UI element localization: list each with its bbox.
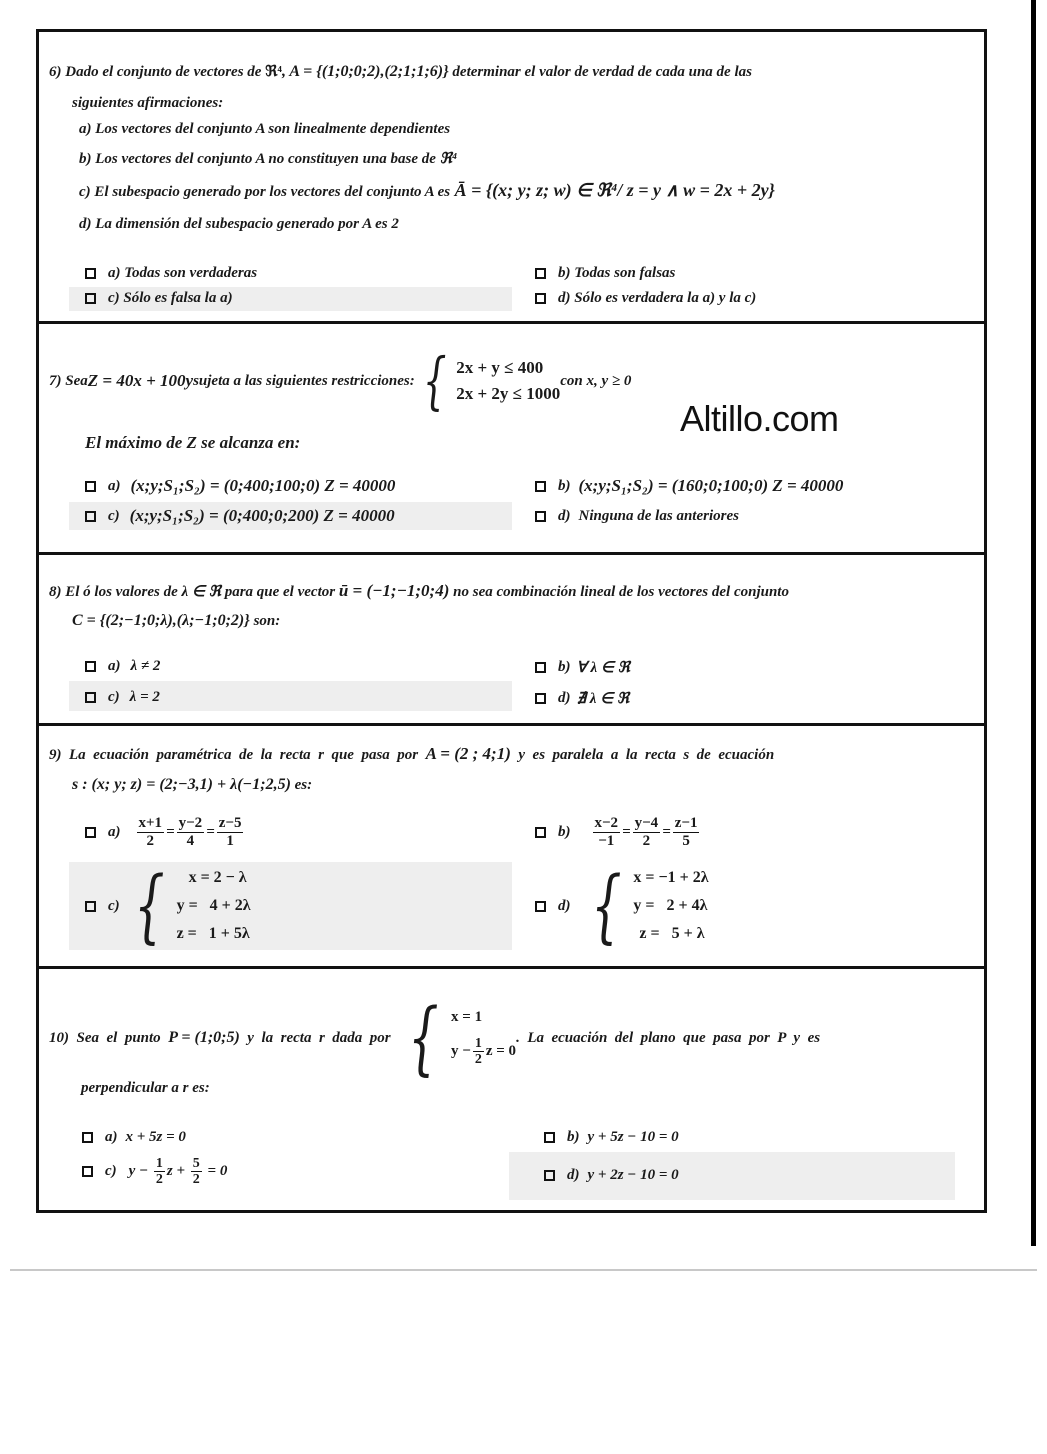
system-line: z = 1 + 5λ [176,925,250,942]
q8-option-b-letter: b) [558,659,571,675]
checkbox-icon[interactable] [85,901,96,912]
frac-den: −1 [598,832,615,849]
q9-option-c-letter: c) [108,897,120,914]
frac-den: 5 [682,832,690,849]
q10-prompt [49,991,821,1084]
q9-point-a: A = (2 ; 4;1) [425,744,511,763]
q6-option-b-label: b) Todas son falsas [558,265,676,281]
section-divider [39,966,984,969]
q7-constraint-2: 2x + 2y ≤ 1000 [456,384,561,403]
q10-option-a-letter: a) [105,1129,118,1145]
q7-constraints [415,344,561,417]
frac-den: 2 [155,1172,163,1188]
brace-icon: { [590,859,622,952]
q7-option-b-letter: b) [558,477,571,494]
exam-sheet [36,29,987,1213]
q10-option-a[interactable] [82,1129,186,1146]
q10-prompt-line2: perpendicular a r es: [81,1080,210,1096]
frac-den: 4 [186,832,195,849]
q9-prompt-line2 [72,776,312,794]
brace-icon: { [422,344,447,417]
checkbox-icon[interactable] [535,511,546,522]
checkbox-icon[interactable] [85,268,96,279]
q7-prompt-end: con x, y ≥ 0 [560,372,632,389]
q6-option-c[interactable] [85,290,233,307]
checkbox-icon[interactable] [535,481,546,492]
checkbox-icon[interactable] [535,662,546,673]
section-divider [39,723,984,726]
q9-option-d[interactable] [535,859,709,952]
q6-option-a-label: a) Todas son verdaderas [108,265,258,281]
system-line: x = 1 [451,1009,483,1026]
q6-option-c-label: c) Sólo es falsa la a) [108,290,233,306]
q9-prompt [49,744,774,764]
q6-space: ℜ⁴ [265,64,282,80]
q7-prompt-mid: sujeta a las siguientes restricciones: [193,372,415,389]
section-divider [39,321,984,324]
q7-option-b-value: (x;y;S₁;S₂) = (160;0;100;0) Z = 40000 [578,476,844,495]
system-line [451,1036,516,1068]
q10-option-a-value: x + 5z = 0 [125,1129,186,1145]
q10-option-c-pre: y − [128,1163,152,1180]
q6-statement-d: d) La dimensión del subespacio generado por A es 2 [79,216,399,232]
checkbox-icon[interactable] [85,481,96,492]
q8-option-b[interactable] [535,658,630,677]
q10-option-b-value: y + 5z − 10 = 0 [587,1129,679,1145]
q9-option-a[interactable]: a) $\frac{x+1}{2}$ = $\frac{y-2}{4}$ = $\frac{z-5}{1}$ [85,815,245,849]
q7-option-d[interactable] [535,508,739,525]
checkbox-icon[interactable] [85,692,96,703]
q6-prompt-end: determinar el valor de verdad de cada una de las [448,64,752,80]
q6-statement-a: a) Los vectores del conjunto A son linealmente dependientes [79,121,451,137]
q7-constraint-1: 2x + y ≤ 400 [456,357,544,377]
q7-option-b[interactable] [535,476,843,496]
q6-prompt-text: 6) Dado el conjunto de vectores de [49,64,266,80]
q8-vector-u: ū = (−1;−1;0;4) [338,581,450,600]
q8-prompt-text: 8) El ó los valores de [49,584,182,600]
q8-option-d-value: ∄ λ ∈ ℜ [576,691,630,707]
q8-option-c-letter: c) [108,689,120,705]
q6-option-b[interactable] [535,265,675,282]
system-line-pre: y − [451,1043,471,1059]
q8-lambda: λ ∈ ℜ [181,584,221,600]
checkbox-icon[interactable] [544,1132,555,1143]
checkbox-icon[interactable] [85,293,96,304]
bottom-divider [10,1269,1037,1271]
q6-option-d[interactable] [535,290,756,307]
page-edge-bar [1031,0,1036,1246]
q9-option-c-system [124,859,251,952]
q8-prompt-mid: para que el vector [220,584,339,600]
checkbox-icon[interactable] [535,293,546,304]
frac-num: x+1 [138,815,163,831]
q6-statement-c [79,180,775,201]
q9-option-c[interactable] [85,859,251,952]
q8-option-a-letter: a) [108,658,121,674]
q10-option-b[interactable] [544,1129,679,1146]
q8-option-b-value: ∀ λ ∈ ℜ [576,660,630,676]
checkbox-icon[interactable] [535,901,546,912]
q6-statement-c-text: c) El subespacio generado por los vectores del conjunto A es [79,184,451,200]
system-line: x = −1 + 2λ [633,869,709,886]
q8-prompt-son: son: [249,613,281,629]
system-line: y = 4 + 2λ [176,897,251,914]
frac-den: 2 [642,832,651,849]
system-line: y = 2 + 4λ [633,897,708,914]
q7-option-a-value: (x;y;S₁;S₂) = (0;400;100;0) Z = 40000 [130,476,396,495]
checkbox-icon[interactable] [82,1132,93,1143]
q6-statement-c-math: Ā = {(x; y; z; w) ∈ ℜ⁴/ z = y ∧ w = 2x + 2y} [450,180,775,200]
q10-option-c-letter: c) [105,1163,117,1180]
q10-option-d[interactable] [544,1167,679,1184]
q9-option-b[interactable]: b) $\frac{x-2}{-1}$ = $\frac{y-4}{2}$ = $\frac{z-1}{5}$ [535,815,701,849]
q10-option-c[interactable] [82,1156,227,1188]
q8-set-c: C = {(2;−1;0;λ),(λ;−1;0;2)} [72,612,250,629]
frac-num: y−2 [178,815,203,831]
system-line: z = 5 + λ [639,925,705,942]
q6-prompt [49,62,752,81]
system-line-post: z = 0 [485,1043,517,1059]
q7-prompt-text: 7) Sea [49,372,88,389]
q10-option-b-letter: b) [567,1129,580,1145]
watermark: Altillo.com [680,398,839,439]
q9-option-d-system [581,859,709,952]
frac-den: 2 [146,832,155,849]
q8-option-c-value: λ = 2 [129,689,160,705]
q8-prompt [49,581,789,601]
q7-option-c-letter: c) [108,507,120,524]
frac-num: 1 [155,1156,163,1171]
q10-prompt-text: 10) Sea el punto [49,1029,169,1046]
frac-num: 1 [474,1035,482,1051]
q7-option-d-value: Ninguna de las anteriores [578,508,739,524]
q10-point-p: P = (1;0;5) [168,1029,240,1046]
frac-num: x−2 [594,815,619,831]
section-divider [39,552,984,555]
q9-option-a-letter: a) [108,823,121,840]
brace-icon: { [133,859,165,952]
q8-option-c[interactable] [85,689,160,706]
q10-option-d-letter: d) [567,1167,580,1183]
q7-option-d-letter: d) [558,508,571,524]
q9-line-s: s : (x; y; z) = (2;−3,1) + λ(−1;2,5) [72,776,291,793]
q8-option-d[interactable] [535,689,629,708]
checkbox-icon[interactable] [82,1166,93,1177]
q6-statement-b: b) Los vectores del conjunto A no constituyen una base de ℜ⁴ [79,151,458,167]
frac-num: z−5 [218,815,242,831]
q10-prompt-mid: y la recta r dada por [239,1029,399,1046]
frac-den: 2 [474,1052,482,1068]
system-line: x = 2 − λ [188,869,247,886]
brace-icon: { [408,991,439,1084]
q9-prompt-es: es: [290,777,313,793]
q10-option-c-mid: z + [166,1163,189,1180]
q7-objective: Z = 40x + 100y [87,371,194,390]
q7-option-a[interactable] [85,476,395,496]
q7-option-a-letter: a) [108,477,121,494]
q9-option-b-letter: b) [558,823,571,840]
frac-num: z−1 [674,815,698,831]
q6-prompt-line2: siguientes afirmaciones: [72,95,224,111]
checkbox-icon[interactable] [535,827,546,838]
frac-den: 2 [192,1172,200,1188]
q6-set: , A = {(1;0;0;2),(2;1;1;6)} [281,63,449,80]
checkbox-icon[interactable] [535,693,546,704]
checkbox-icon[interactable] [544,1170,555,1181]
q8-prompt-line2 [72,612,280,630]
q8-option-d-letter: d) [558,690,571,706]
q10-option-d-value: y + 2z − 10 = 0 [587,1167,679,1183]
frac-den: 1 [226,832,234,849]
q9-prompt-text: 9) La ecuación paramétrica de la recta r que pasa por [49,747,426,763]
q6-option-d-label: d) Sólo es verdadera la a) y la c) [558,290,757,306]
q7-prompt [49,344,632,417]
q8-option-a-value: λ ≠ 2 [130,658,161,674]
q6-option-a[interactable] [85,265,257,282]
checkbox-icon[interactable] [85,827,96,838]
q10-line-system [398,991,517,1084]
frac-num: y−4 [634,815,659,831]
q8-prompt-end: no sea combinación lineal de los vectores del conjunto [449,584,789,600]
q7-subprompt: El máximo de Z se alcanza en: [85,433,301,452]
q9-prompt-end: y es paralela a la recta s de ecuación [510,747,775,763]
q9-option-d-letter: d) [558,897,571,914]
q10-prompt-end: . La ecuación del plano que pasa por P y es [516,1029,821,1046]
checkbox-icon[interactable] [85,661,96,672]
checkbox-icon[interactable] [535,268,546,279]
q7-option-c-value: (x;y;S₁;S₂) = (0;400;0;200) Z = 40000 [129,506,395,525]
q10-option-c-post: = 0 [203,1163,228,1180]
q7-option-c[interactable] [85,506,395,526]
q8-option-a[interactable] [85,658,160,675]
frac-num: 5 [192,1156,200,1171]
checkbox-icon[interactable] [85,511,96,522]
